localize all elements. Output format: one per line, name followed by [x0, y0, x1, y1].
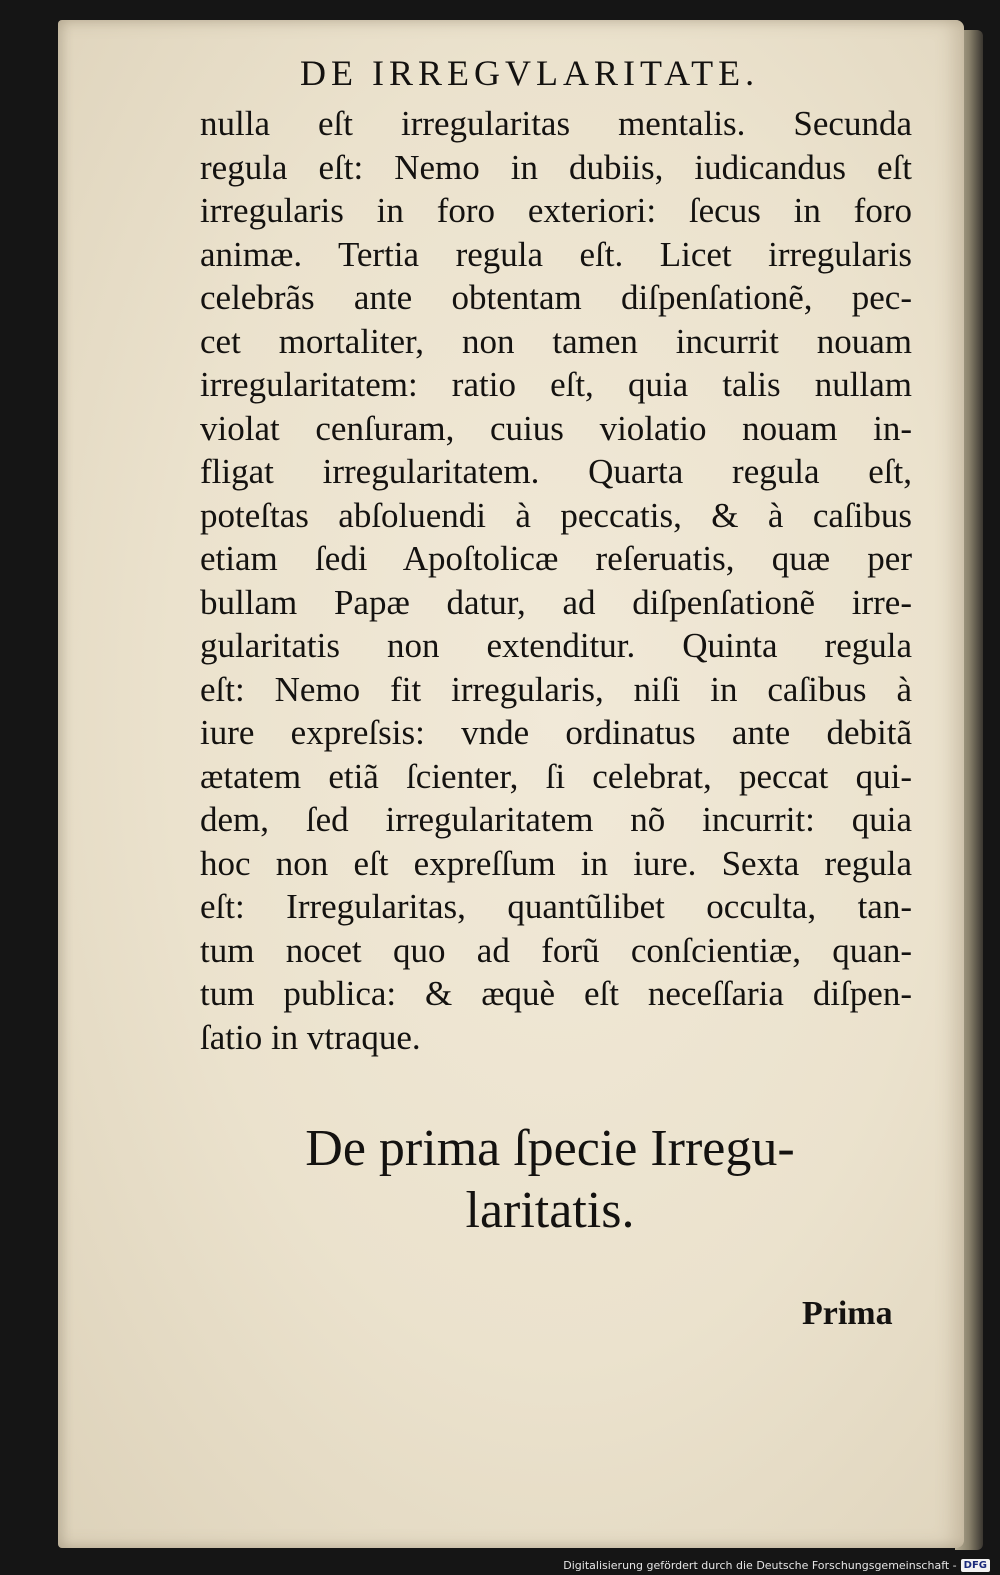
text-line: bullam Papæ datur, ad diſpenſationẽ irre-: [200, 582, 912, 622]
text-line: iure expreſsis: vnde ordinatus ante debitã: [200, 713, 912, 752]
text-line: irregularis in foro exteriori: ſecus in foro: [200, 191, 912, 230]
text-line: hoc non eſt expreſſum in iure. Sexta regula: [200, 843, 912, 883]
text-line: poteſtas abſoluendi à peccatis, & à caſibus: [200, 495, 912, 535]
text-line: fligat irregularitatem. Quarta regula eſt,: [200, 452, 912, 491]
text-line: irregularitatem: ratio eſt, quia talis nullam: [200, 365, 912, 404]
text-line: regula eſt: Nemo in dubiis, iudicandus eſt: [200, 147, 912, 187]
text-line: celebrãs ante obtentam diſpenſationẽ, pec-: [200, 278, 912, 317]
section-heading-line: De prima ſpecie Irregu-: [305, 1120, 795, 1177]
text-line: etiam ſedi Apoſtolicæ reſeruatis, quæ per: [200, 539, 912, 578]
text-line: tum nocet quo ad forũ conſcientiæ, quan-: [200, 930, 912, 970]
digitization-credit: [563, 1559, 990, 1572]
section-heading-line: laritatis.: [465, 1182, 635, 1239]
running-title: DE IRREGVLARITATE.: [300, 53, 760, 93]
text-line: ætatem etiã ſcienter, ſi celebrat, peccat qui-: [200, 756, 912, 796]
text-line: ſatio in vtraque.: [200, 1017, 421, 1057]
catchword: Prima: [802, 1295, 893, 1332]
dfg-logo: DFG: [961, 1559, 990, 1572]
text-line: dem, ſed irregularitatem nõ incurrit: quia: [200, 800, 912, 839]
text-line: cet mortaliter, non tamen incurrit nouam: [200, 321, 912, 361]
text-line: gularitatis non extenditur. Quinta regula: [200, 626, 912, 665]
body-text: [200, 102, 912, 1059]
text-line: violat cenſuram, cuius violatio nouam in-: [200, 408, 912, 448]
text-line: animæ. Tertia regula eſt. Licet irregularis: [200, 234, 912, 274]
text-line: nulla eſt irregularitas mentalis. Secunda: [200, 104, 912, 143]
text-line: eſt: Nemo fit irregularis, niſi in caſibus à: [200, 669, 912, 709]
text-line: tum publica: & æquè eſt neceſſaria diſpen-: [200, 974, 912, 1013]
text-line: eſt: Irregularitas, quantũlibet occulta, tan-: [200, 887, 912, 926]
credit-text: Digitalisierung gefördert durch die Deutsche Forschungsgemeinschaft -: [563, 1559, 957, 1572]
section-heading: [240, 1118, 860, 1242]
